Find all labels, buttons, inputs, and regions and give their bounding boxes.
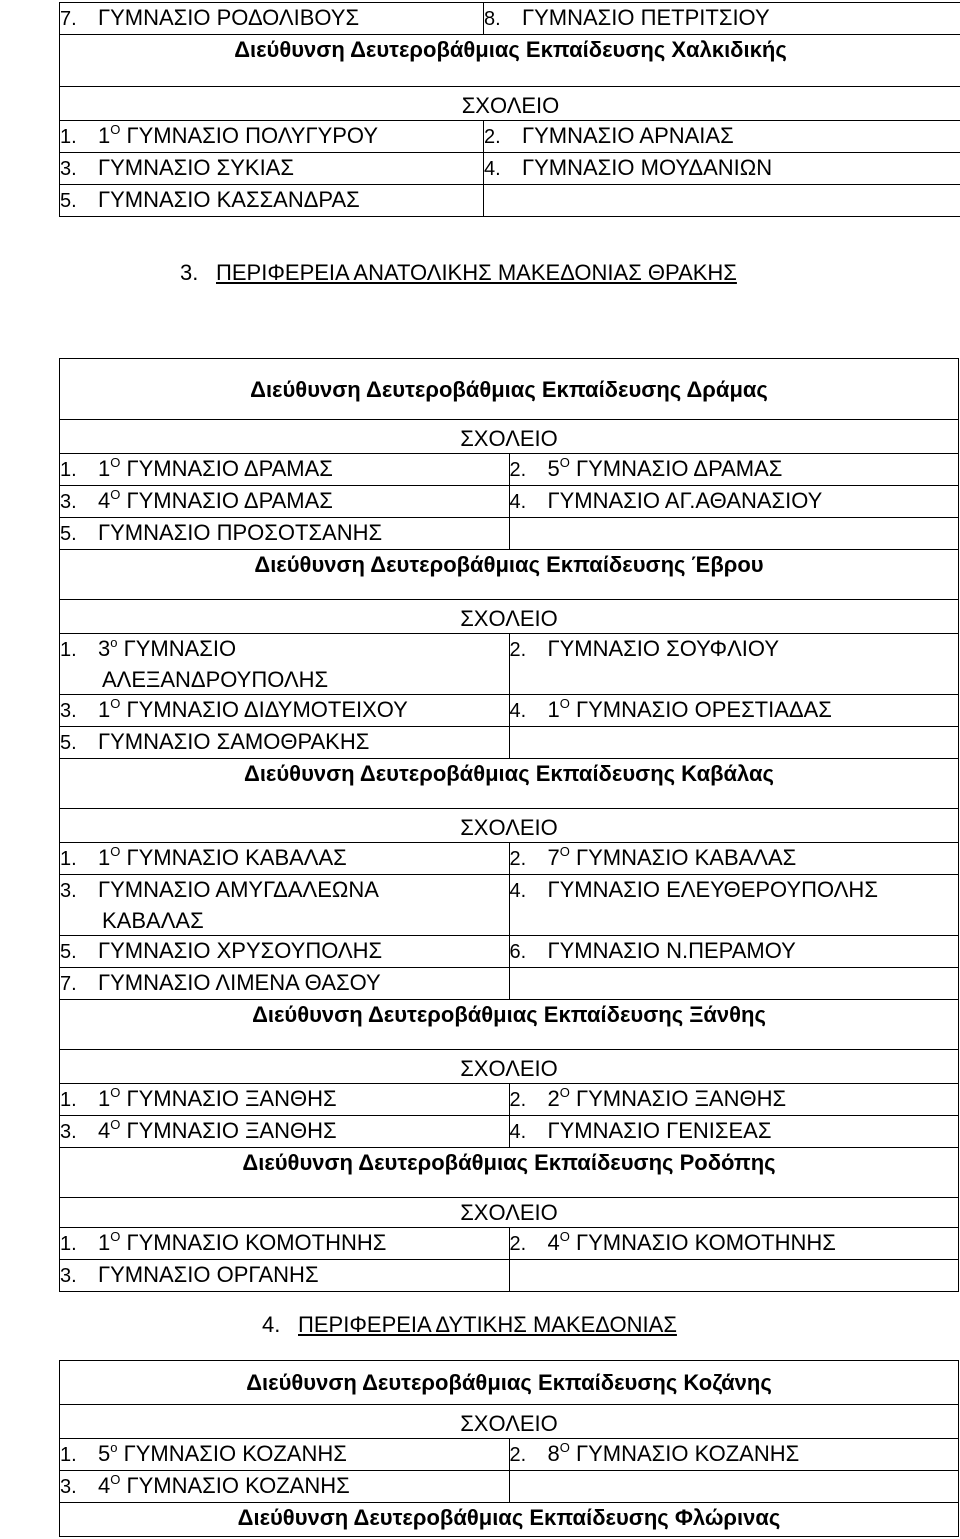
item-number: 2. bbox=[509, 1089, 527, 1111]
ordinal-number: 1 bbox=[98, 456, 111, 481]
directorate-label: Διεύθυνση Δευτεροβάθμιας Εκπαίδευσης Ξάνθης bbox=[252, 1002, 766, 1027]
school-name: ΓΥΜΝΑΣΙΟ ΚΑΒΑΛΑΣ bbox=[576, 845, 797, 870]
item-number: 2. bbox=[509, 848, 527, 870]
school-name: ΓΥΜΝΑΣΙΟ ΚΟΜΟΤΗΝΗΣ bbox=[576, 1230, 836, 1255]
table-row bbox=[60, 550, 959, 600]
school-name: ΓΥΜΝΑΣΙΟ ΕΛΕΥΘΕΡΟΥΠΟΛΗΣ bbox=[547, 877, 878, 902]
school-name: ΓΥΜΝΑΣΙΟ ΞΑΝΘΗΣ bbox=[576, 1086, 787, 1111]
directorate-title bbox=[60, 359, 959, 420]
directorate-label: Διεύθυνση Δευτεροβάθμιας Εκπαίδευσης Δράμας bbox=[250, 376, 768, 402]
table-row bbox=[60, 1000, 959, 1050]
school-name: ΓΥΜΝΑΣΙΟ ΠΡΟΣΟΤΣΑΝΗΣ bbox=[98, 520, 383, 545]
school-name: ΓΥΜΝΑΣΙΟ ΞΑΝΘΗΣ bbox=[126, 1118, 337, 1143]
school-name: ΓΥΜΝΑΣΙΟ ΣΟΥΦΛΙΟΥ bbox=[547, 636, 779, 661]
ordinal-number: 4 bbox=[98, 1118, 111, 1143]
ordinal-suffix: Ο bbox=[559, 844, 570, 859]
directorate-title bbox=[60, 35, 960, 87]
item-number: 7. bbox=[60, 973, 77, 995]
school-name: ΓΥΜΝΑΣΙΟ bbox=[123, 636, 237, 661]
table-cell bbox=[509, 486, 959, 518]
item-number: 3. bbox=[60, 1265, 77, 1287]
region-title: ΠΕΡΙΦΕΡΕΙΑ ΑΝΑΤΟΛΙΚΗΣ ΜΑΚΕΔΟΝΙΑΣ ΘΡΑΚΗΣ bbox=[216, 260, 737, 285]
table-row bbox=[60, 1116, 959, 1148]
item-number: 5. bbox=[60, 523, 77, 545]
table-row bbox=[60, 35, 960, 87]
ordinal-number: 2 bbox=[547, 1086, 560, 1111]
item-number: 1. bbox=[60, 1233, 77, 1255]
ordinal-number: 4 bbox=[547, 1230, 560, 1255]
school-name: ΓΥΜΝΑΣΙΟ ΔΡΑΜΑΣ bbox=[126, 488, 333, 513]
directorate-label: Διεύθυνση Δευτεροβάθμιας Εκπαίδευσης Χαλκιδικής bbox=[234, 37, 787, 62]
table-row bbox=[60, 695, 959, 727]
table-row bbox=[60, 1361, 959, 1405]
item-number: 5. bbox=[60, 190, 77, 212]
item-number: 5. bbox=[60, 941, 77, 963]
table-row bbox=[60, 1148, 959, 1198]
table-row bbox=[60, 936, 959, 968]
table-cell bbox=[509, 634, 959, 695]
table-cell bbox=[60, 1228, 510, 1260]
directorate-title bbox=[60, 550, 959, 600]
school-name: ΓΥΜΝΑΣΙΟ ΑΡΝΑΙΑΣ bbox=[522, 123, 734, 148]
item-number: 1. bbox=[60, 126, 77, 148]
item-number: 2. bbox=[509, 459, 527, 481]
ordinal-number: 1 bbox=[98, 123, 111, 148]
school-header bbox=[60, 1405, 959, 1439]
item-number: 1. bbox=[60, 1089, 77, 1111]
table-cell bbox=[509, 727, 959, 759]
item-number: 5. bbox=[60, 732, 77, 754]
table-row bbox=[60, 121, 960, 153]
item-number: 4. bbox=[509, 1121, 527, 1143]
ordinal-number: 1 bbox=[98, 1086, 111, 1111]
item-number: 3. bbox=[60, 700, 77, 722]
ordinal-suffix: Ο bbox=[110, 487, 121, 502]
item-number: 3. bbox=[60, 880, 77, 902]
ordinal-number: 4 bbox=[98, 488, 111, 513]
school-name: ΓΥΜΝΑΣΙΟ ΠΕΤΡΙΤΣΙΟΥ bbox=[522, 5, 770, 30]
directorate-label: Διεύθυνση Δευτεροβάθμιας Εκπαίδευσης Έβρου bbox=[254, 552, 764, 577]
table-cell bbox=[484, 185, 960, 217]
table-cell bbox=[60, 153, 484, 185]
school-name-continued: ΚΑΒΑΛΑΣ bbox=[102, 908, 204, 933]
table-cell bbox=[484, 153, 960, 185]
ordinal-suffix: Ο bbox=[559, 1085, 570, 1100]
table-cell bbox=[509, 968, 959, 1000]
directorate-label: Διεύθυνση Δευτεροβάθμιας Εκπαίδευσης Ροδόπης bbox=[242, 1150, 776, 1175]
table-row bbox=[60, 1260, 959, 1292]
item-number: 1. bbox=[60, 848, 77, 870]
school-name: ΓΥΜΝΑΣΙΟ ΚΟΜΟΤΗΝΗΣ bbox=[126, 1230, 387, 1255]
ordinal-suffix: Ο bbox=[559, 696, 570, 711]
ordinal-number: 5 bbox=[547, 456, 560, 481]
table-row bbox=[60, 486, 959, 518]
item-number: 1. bbox=[60, 459, 77, 481]
table-cell bbox=[509, 454, 959, 486]
table-cell bbox=[60, 1471, 510, 1503]
table-cell bbox=[484, 3, 960, 35]
table-row bbox=[60, 420, 959, 454]
table-kozani bbox=[59, 1360, 959, 1537]
directorate-label: Διεύθυνση Δευτεροβάθμιας Εκπαίδευσης Φλώρινας bbox=[237, 1505, 781, 1530]
table-cell bbox=[60, 1260, 510, 1292]
table-row bbox=[60, 185, 960, 217]
ordinal-suffix: Ο bbox=[559, 1440, 570, 1455]
item-number: 4. bbox=[509, 491, 527, 513]
ordinal-suffix: Ο bbox=[110, 696, 121, 711]
table-cell bbox=[60, 486, 510, 518]
ordinal-suffix: Ο bbox=[110, 1117, 121, 1132]
table-cell bbox=[60, 1084, 510, 1116]
table-row bbox=[60, 3, 960, 35]
table-cell bbox=[484, 121, 960, 153]
directorate-title bbox=[60, 759, 959, 809]
table-cell bbox=[60, 936, 510, 968]
directorate-title bbox=[60, 1503, 959, 1537]
table-cell bbox=[60, 1439, 510, 1471]
table-cell bbox=[509, 1228, 959, 1260]
ordinal-number: 3 bbox=[98, 636, 111, 661]
school-header bbox=[60, 1198, 959, 1228]
item-number: 7. bbox=[60, 8, 77, 30]
table-cell bbox=[509, 518, 959, 550]
directorate-title bbox=[60, 1000, 959, 1050]
ordinal-number: 5 bbox=[98, 1441, 111, 1466]
table-cell bbox=[509, 1439, 959, 1471]
school-name: ΓΥΜΝΑΣΙΟ ΠΟΛΥΓΥΡΟΥ bbox=[126, 123, 378, 148]
table-cell bbox=[60, 454, 510, 486]
item-number: 8. bbox=[484, 8, 501, 30]
school-name: ΓΥΜΝΑΣΙΟ ΛΙΜΕΝΑ ΘΑΣΟΥ bbox=[98, 970, 381, 995]
school-header-label: ΣΧΟΛΕΙΟ bbox=[460, 426, 558, 451]
school-name: ΓΥΜΝΑΣΙΟ ΑΓ.ΑΘΑΝΑΣΙΟΥ bbox=[547, 488, 823, 513]
table-cell bbox=[60, 518, 510, 550]
table-row bbox=[60, 759, 959, 809]
item-number: 2. bbox=[484, 126, 501, 148]
school-header-label: ΣΧΟΛΕΙΟ bbox=[460, 815, 558, 840]
table-row bbox=[60, 1439, 959, 1471]
school-name: ΓΥΜΝΑΣΙΟ ΚΟΖΑΝΗΣ bbox=[126, 1473, 350, 1498]
item-number: 2. bbox=[509, 1233, 527, 1255]
item-number: 3. bbox=[60, 491, 77, 513]
table-cell bbox=[60, 3, 484, 35]
table-drama bbox=[59, 358, 959, 1292]
directorate-title bbox=[60, 1148, 959, 1198]
table-cell bbox=[60, 185, 484, 217]
school-header bbox=[60, 809, 959, 843]
school-header bbox=[60, 600, 959, 634]
school-name: ΓΥΜΝΑΣΙΟ ΜΟΥΔΑΝΙΩΝ bbox=[522, 155, 773, 180]
table-row bbox=[60, 1228, 959, 1260]
ordinal-suffix: Ο bbox=[110, 1472, 121, 1487]
table-cell bbox=[509, 1260, 959, 1292]
school-name: ΓΥΜΝΑΣΙΟ ΔΡΑΜΑΣ bbox=[576, 456, 783, 481]
ordinal-suffix: Ο bbox=[110, 455, 121, 470]
school-header-label: ΣΧΟΛΕΙΟ bbox=[460, 1200, 558, 1225]
school-name: ΓΥΜΝΑΣΙΟ ΑΜΥΓΔΑΛΕΩΝΑ bbox=[98, 877, 379, 902]
ordinal-suffix: ο bbox=[110, 1440, 118, 1455]
ordinal-number: 7 bbox=[547, 845, 560, 870]
school-name: ΓΥΜΝΑΣΙΟ ΚΟΖΑΝΗΣ bbox=[576, 1441, 800, 1466]
table-cell bbox=[60, 121, 484, 153]
school-name: ΓΥΜΝΑΣΙΟ ΔΙΔΥΜΟΤΕΙΧΟΥ bbox=[126, 697, 408, 722]
table-row bbox=[60, 518, 959, 550]
school-header-label: ΣΧΟΛΕΙΟ bbox=[461, 93, 560, 118]
school-name: ΓΥΜΝΑΣΙΟ ΚΑΣΣΑΝΔΡΑΣ bbox=[98, 187, 360, 212]
school-name: ΓΥΜΝΑΣΙΟ ΣΥΚΙΑΣ bbox=[98, 155, 294, 180]
table-cell bbox=[509, 936, 959, 968]
table-cell bbox=[60, 968, 510, 1000]
item-number: 3. bbox=[60, 1121, 77, 1143]
school-name: ΓΥΜΝΑΣΙΟ ΧΡΥΣΟΥΠΟΛΗΣ bbox=[98, 938, 383, 963]
ordinal-number: 4 bbox=[98, 1473, 111, 1498]
school-header bbox=[60, 87, 960, 121]
ordinal-number: 8 bbox=[547, 1441, 560, 1466]
item-number: 4. bbox=[509, 880, 527, 902]
school-name: ΓΥΜΝΑΣΙΟ ΚΟΖΑΝΗΣ bbox=[123, 1441, 347, 1466]
table-cell bbox=[60, 843, 510, 875]
table-row bbox=[60, 727, 959, 759]
table-row bbox=[60, 454, 959, 486]
item-number: 2. bbox=[509, 1444, 527, 1466]
table-row bbox=[60, 1503, 959, 1537]
table-cell bbox=[509, 1084, 959, 1116]
ordinal-number: 1 bbox=[98, 1230, 111, 1255]
table-cell bbox=[60, 695, 510, 727]
item-number: 4. bbox=[484, 158, 501, 180]
school-name: ΓΥΜΝΑΣΙΟ ΓΕΝΙΣΕΑΣ bbox=[547, 1118, 772, 1143]
school-header-label: ΣΧΟΛΕΙΟ bbox=[460, 1411, 558, 1436]
ordinal-number: 1 bbox=[98, 697, 111, 722]
table-row bbox=[60, 634, 959, 695]
table-row bbox=[60, 1198, 959, 1228]
school-name: ΓΥΜΝΑΣΙΟ ΞΑΝΘΗΣ bbox=[126, 1086, 337, 1111]
table-row bbox=[60, 87, 960, 121]
table-row bbox=[60, 1050, 959, 1084]
item-number: 1. bbox=[60, 639, 77, 661]
table-cell bbox=[509, 875, 959, 936]
ordinal-suffix: Ο bbox=[559, 455, 570, 470]
school-header-label: ΣΧΟΛΕΙΟ bbox=[460, 606, 558, 631]
directorate-title bbox=[60, 1361, 959, 1405]
school-name: ΓΥΜΝΑΣΙΟ Ν.ΠΕΡΑΜΟΥ bbox=[547, 938, 796, 963]
table-cell bbox=[509, 1116, 959, 1148]
region-heading bbox=[262, 1310, 677, 1339]
ordinal-suffix: Ο bbox=[110, 122, 121, 137]
school-name: ΓΥΜΝΑΣΙΟ ΟΡΕΣΤΙΑΔΑΣ bbox=[576, 697, 832, 722]
school-header bbox=[60, 420, 959, 454]
directorate-label: Διεύθυνση Δευτεροβάθμιας Εκπαίδευσης Καβάλας bbox=[244, 761, 774, 786]
item-number: 4. bbox=[509, 700, 527, 722]
item-number: 2. bbox=[509, 639, 527, 661]
table-row bbox=[60, 809, 959, 843]
school-name: ΓΥΜΝΑΣΙΟ ΔΡΑΜΑΣ bbox=[126, 456, 333, 481]
table-chalkidiki bbox=[59, 2, 960, 217]
school-name: ΓΥΜΝΑΣΙΟ ΟΡΓΑΝΗΣ bbox=[98, 1262, 319, 1287]
table-row bbox=[60, 1405, 959, 1439]
table-row bbox=[60, 600, 959, 634]
table-row bbox=[60, 968, 959, 1000]
school-name: ΓΥΜΝΑΣΙΟ ΣΑΜΟΘΡΑΚΗΣ bbox=[98, 729, 370, 754]
school-name: ΓΥΜΝΑΣΙΟ ΡΟΔΟΛΙΒΟΥΣ bbox=[98, 5, 360, 30]
table-row bbox=[60, 359, 959, 420]
region-number: 4. bbox=[262, 1312, 281, 1337]
school-header-label: ΣΧΟΛΕΙΟ bbox=[460, 1056, 558, 1081]
table-row bbox=[60, 153, 960, 185]
table-cell bbox=[60, 634, 510, 695]
table-cell bbox=[60, 1116, 510, 1148]
table-cell bbox=[509, 843, 959, 875]
table-cell bbox=[509, 1471, 959, 1503]
ordinal-suffix: Ο bbox=[559, 1229, 570, 1244]
region-number: 3. bbox=[180, 260, 199, 285]
item-number: 3. bbox=[60, 1476, 77, 1498]
table-cell bbox=[60, 727, 510, 759]
item-number: 1. bbox=[60, 1444, 77, 1466]
school-name-continued: ΑΛΕΞΑΝΔΡΟΥΠΟΛΗΣ bbox=[102, 667, 329, 692]
table-row bbox=[60, 1084, 959, 1116]
ordinal-suffix: Ο bbox=[110, 844, 121, 859]
table-row bbox=[60, 875, 959, 936]
item-number: 6. bbox=[509, 941, 527, 963]
ordinal-suffix: Ο bbox=[110, 1229, 121, 1244]
table-cell bbox=[60, 875, 510, 936]
ordinal-suffix: Ο bbox=[110, 1085, 121, 1100]
table-cell bbox=[509, 695, 959, 727]
school-header bbox=[60, 1050, 959, 1084]
ordinal-number: 1 bbox=[547, 697, 560, 722]
ordinal-suffix: ο bbox=[110, 635, 118, 650]
directorate-label: Διεύθυνση Δευτεροβάθμιας Εκπαίδευσης Κοζάνης bbox=[246, 1370, 772, 1395]
region-heading bbox=[180, 258, 737, 287]
ordinal-number: 1 bbox=[98, 845, 111, 870]
school-name: ΓΥΜΝΑΣΙΟ ΚΑΒΑΛΑΣ bbox=[126, 845, 347, 870]
item-number: 3. bbox=[60, 158, 77, 180]
region-title: ΠΕΡΙΦΕΡΕΙΑ ΔΥΤΙΚΗΣ ΜΑΚΕΔΟΝΙΑΣ bbox=[298, 1312, 677, 1337]
table-row bbox=[60, 843, 959, 875]
table-row bbox=[60, 1471, 959, 1503]
